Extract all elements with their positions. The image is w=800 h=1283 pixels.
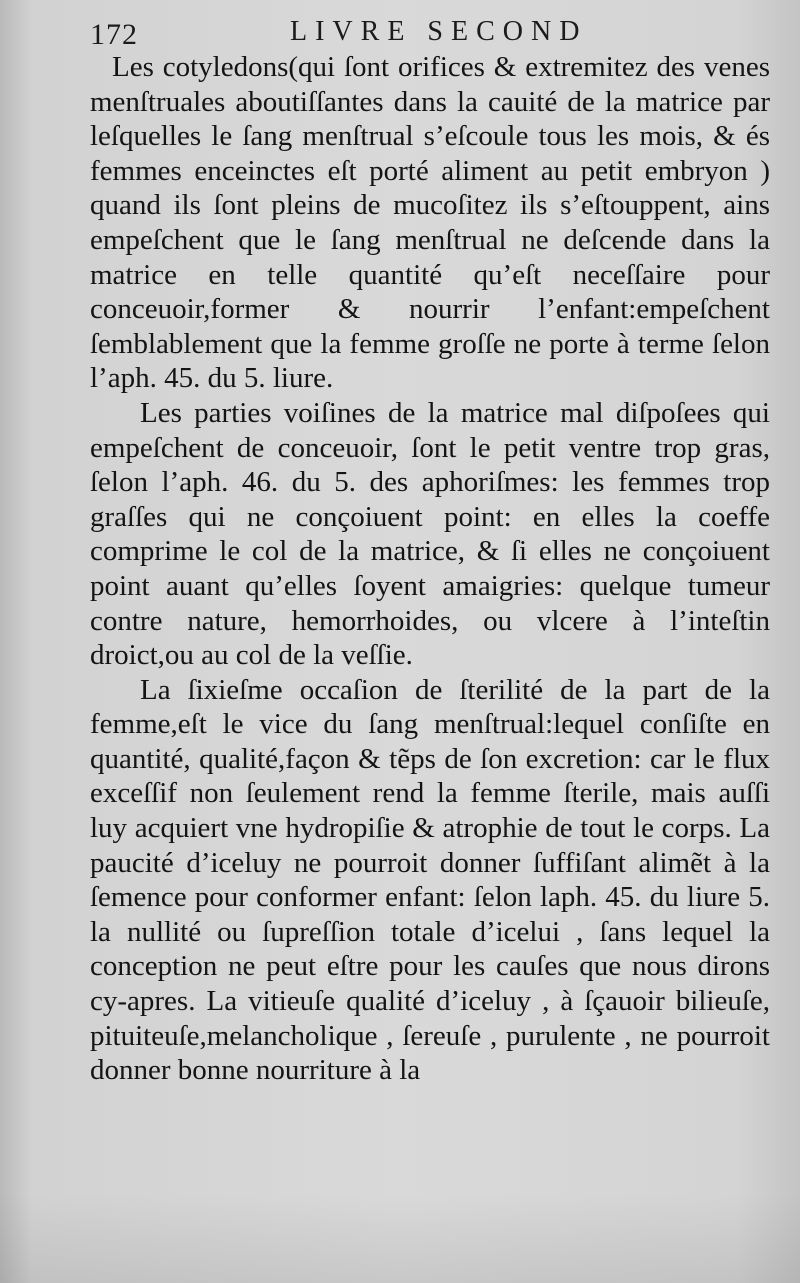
paragraph-parties-voisines: Les parties voiſines de la matrice mal diſpoſees qui empeſchent de conceuoir, ſont le petit ventre trop gras, ſelon l’aph. 46. du 5. des aphoriſmes: les femmes trop graſſes qui ne conçoiuent point: en elles la coeffe comprime le col de la matrice, & ſi elles ne conçoiuent point auant qu’elles ſoyent amaigries: quelque tumeur contre nature, hemorrhoides, ou vlcere à l’inteſtin droict,ou au col de la veſſie. bbox=[90, 396, 770, 672]
body-text bbox=[90, 50, 770, 1088]
page-number: 172 bbox=[90, 18, 138, 51]
page-header bbox=[90, 12, 770, 52]
running-head: LIVRE SECOND bbox=[290, 16, 588, 47]
paragraph-cotyledons: Les cotyledons(qui ſont orifices & extremitez des venes menſtruales aboutiſſantes dans la cauité de la matrice par leſquelles le ſang menſtrual s’eſcoule tous les mois, & és femmes enceinctes eſt porté aliment au petit embryon ) quand ils ſont pleins de mucoſitez ils s’eſtouppent, ains empeſchent que le ſang menſtrual ne deſcende dans la matrice en telle quantité qu’eſt neceſſaire pour conceuoir,former & nourrir l’enfant:empeſchent ſemblablement que la femme groſſe ne porte à terme ſelon l’aph. 45. du 5. liure. bbox=[90, 51, 770, 395]
paragraph-sixiesme-occasion: La ſixieſme occaſion de ſterilité de la part de la femme,eſt le vice du ſang menſtrual:lequel conſiſte en quantité, qualité,façon & tẽps de ſon excretion: car le flux exceſſif non ſeulement rend la femme ſterile, mais auſſi luy acquiert vne hydropiſie & atrophie de tout le corps. La paucité d’iceluy ne pourroit donner ſuffiſant alimẽt à la ſemence pour conformer enfant: ſelon laph. 45. du liure 5. la nullité ou ſupreſſion totale d’icelui , ſans lequel la conception ne peut eſtre pour les cauſes que nous dirons cy-apres. La vitieuſe qualité d’iceluy , à ſçauoir bilieuſe, pituiteuſe,melancholique , ſereuſe , purulente , ne pourroit donner bonne nourriture à la bbox=[90, 673, 770, 1087]
